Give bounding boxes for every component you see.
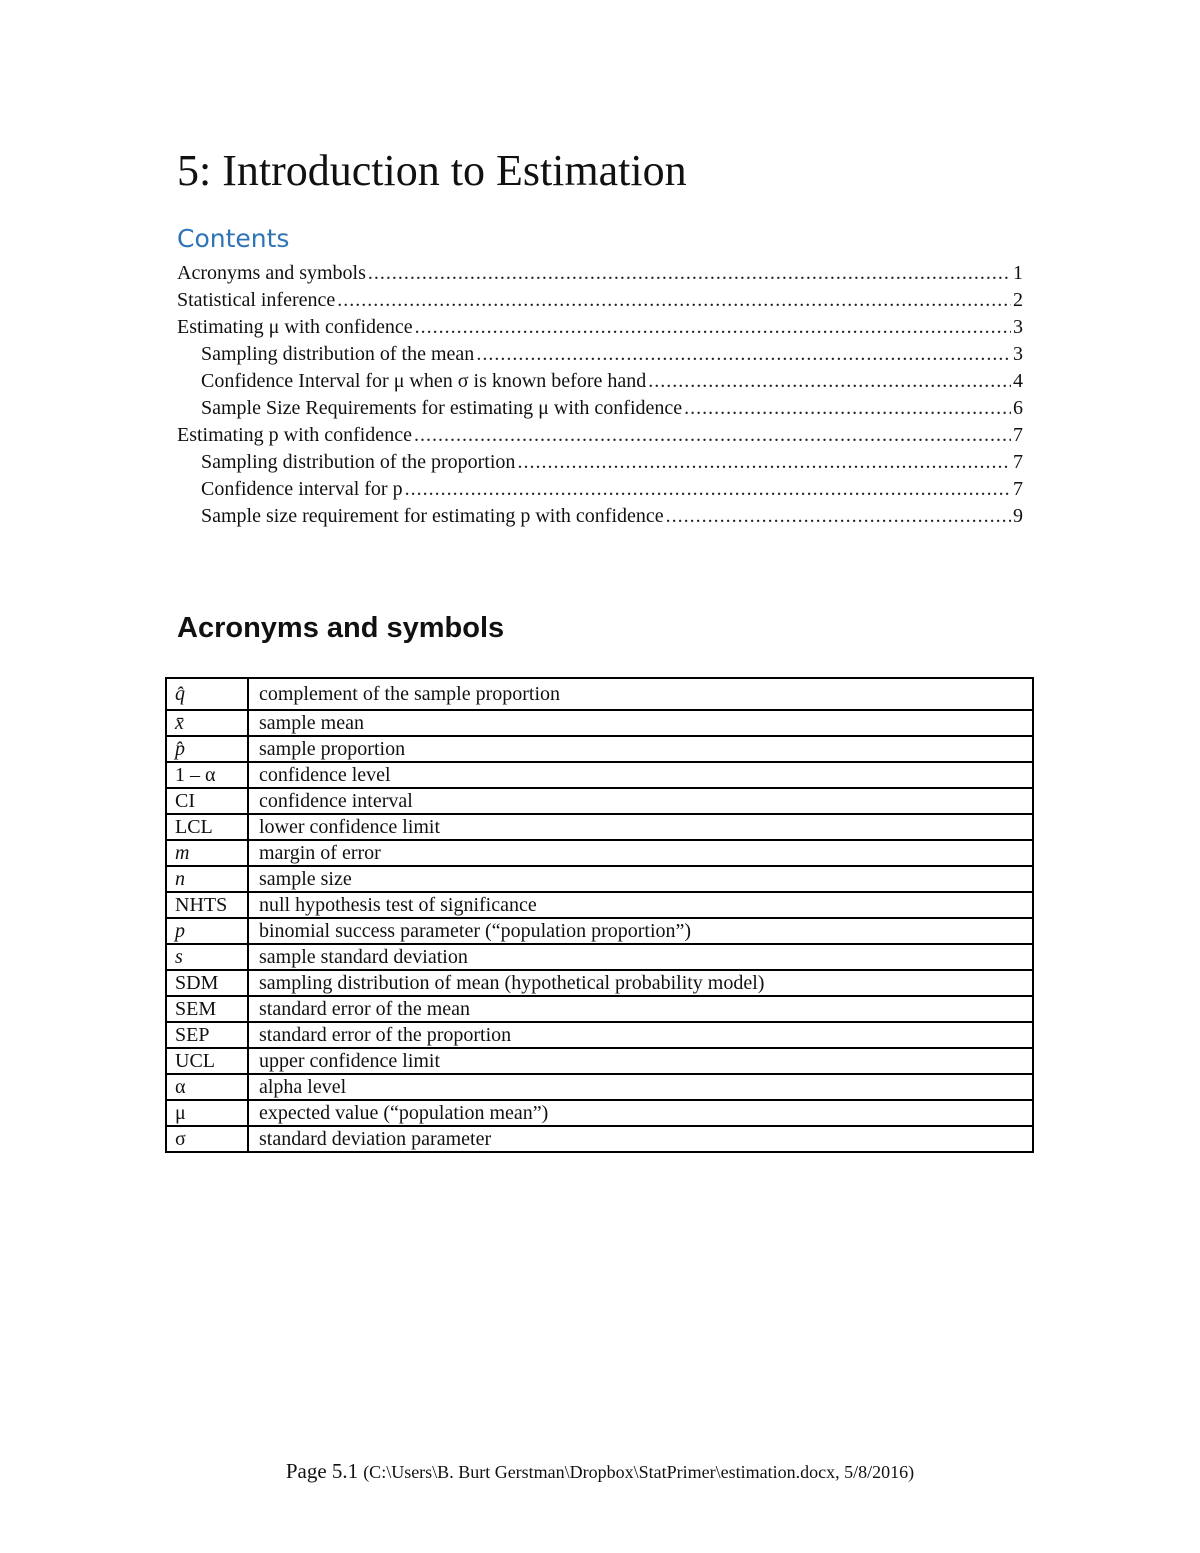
acronym-meaning: confidence interval [248, 788, 1033, 814]
toc-entry[interactable] [177, 260, 1023, 287]
toc-page-number[interactable]: 4 [1013, 370, 1023, 392]
acronym-meaning: upper confidence limit [248, 1048, 1033, 1074]
acronym-meaning: expected value (“population mean”) [248, 1100, 1033, 1126]
acronym-symbol: n [166, 866, 248, 892]
acronym-meaning: binomial success parameter (“population proportion”) [248, 918, 1033, 944]
toc-entry[interactable] [177, 287, 1023, 314]
table-row [166, 710, 1033, 736]
toc-entry-label[interactable]: Sampling distribution of the mean [201, 343, 475, 365]
acronym-symbol: UCL [166, 1048, 248, 1074]
section-heading-acronyms: Acronyms and symbols [177, 612, 505, 644]
toc-dot-leader [648, 368, 1011, 395]
toc-entry-label[interactable]: Confidence interval for p [201, 478, 403, 500]
toc-entry[interactable] [177, 395, 1023, 422]
toc-page-number[interactable]: 1 [1013, 262, 1023, 284]
footer-file-info: (C:\Users\B. Burt Gerstman\Dropbox\StatPrimer\estimation.docx, 5/8/2016) [363, 1462, 915, 1482]
acronym-meaning: complement of the sample proportion [248, 678, 1033, 710]
page-title: 5: Introduction to Estimation [177, 146, 687, 195]
acronym-table [165, 677, 1034, 1153]
toc-dot-leader [405, 476, 1011, 503]
toc-entry-label[interactable]: Sample size requirement for estimating p with confidence [201, 505, 664, 527]
toc-page-number[interactable]: 7 [1013, 424, 1023, 446]
toc-dot-leader [476, 341, 1011, 368]
toc-entry-label[interactable]: Estimating p with confidence [177, 424, 412, 446]
acronym-meaning: sampling distribution of mean (hypothetical probability model) [248, 970, 1033, 996]
acronym-meaning: null hypothesis test of significance [248, 892, 1033, 918]
table-row [166, 866, 1033, 892]
acronym-symbol: LCL [166, 814, 248, 840]
toc-page-number[interactable]: 3 [1013, 343, 1023, 365]
acronym-meaning: confidence level [248, 762, 1033, 788]
acronym-meaning: sample size [248, 866, 1033, 892]
table-row [166, 788, 1033, 814]
acronym-symbol: σ [166, 1126, 248, 1152]
table-row [166, 814, 1033, 840]
acronym-meaning: sample proportion [248, 736, 1033, 762]
table-row [166, 678, 1033, 710]
toc-dot-leader [414, 422, 1011, 449]
toc-entry[interactable] [177, 422, 1023, 449]
acronym-symbol: m [166, 840, 248, 866]
toc-page-number[interactable]: 2 [1013, 289, 1023, 311]
acronym-meaning: standard deviation parameter [248, 1126, 1033, 1152]
acronym-symbol: α [166, 1074, 248, 1100]
toc-page-number[interactable]: 9 [1013, 505, 1023, 527]
table-row [166, 918, 1033, 944]
table-row [166, 762, 1033, 788]
table-row [166, 944, 1033, 970]
acronym-symbol: NHTS [166, 892, 248, 918]
toc-entry[interactable] [177, 341, 1023, 368]
acronym-symbol: SDM [166, 970, 248, 996]
toc-entry-label[interactable]: Acronyms and symbols [177, 262, 366, 284]
toc-page-number[interactable]: 6 [1013, 397, 1023, 419]
table-row [166, 996, 1033, 1022]
toc-entry[interactable] [177, 449, 1023, 476]
table-row [166, 1100, 1033, 1126]
toc-entry-label[interactable]: Confidence Interval for μ when σ is known before hand [201, 370, 647, 392]
table-row [166, 970, 1033, 996]
acronym-symbol: 1 – α [166, 762, 248, 788]
acronym-symbol: CI [166, 788, 248, 814]
acronym-meaning: sample standard deviation [248, 944, 1033, 970]
contents-heading: Contents [177, 224, 290, 253]
acronym-meaning: margin of error [248, 840, 1033, 866]
acronym-symbol: s [166, 944, 248, 970]
table-row [166, 892, 1033, 918]
toc-entry-label[interactable]: Estimating μ with confidence [177, 316, 413, 338]
toc-entry[interactable] [177, 314, 1023, 341]
acronym-symbol: SEP [166, 1022, 248, 1048]
table-row [166, 1126, 1033, 1152]
table-row [166, 1048, 1033, 1074]
acronym-symbol: SEM [166, 996, 248, 1022]
toc-dot-leader [415, 314, 1011, 341]
toc-entry-label[interactable]: Sampling distribution of the proportion [201, 451, 516, 473]
toc-page-number[interactable]: 7 [1013, 478, 1023, 500]
toc-dot-leader [517, 449, 1011, 476]
table-of-contents [177, 260, 1023, 530]
table-row [166, 840, 1033, 866]
toc-page-number[interactable]: 3 [1013, 316, 1023, 338]
toc-entry-label[interactable]: Sample Size Requirements for estimating μ with confidence [201, 397, 683, 419]
footer-page-number: Page 5.1 [285, 1459, 359, 1483]
toc-dot-leader [666, 503, 1011, 530]
table-row [166, 1074, 1033, 1100]
acronym-symbol: x̄ [166, 710, 248, 736]
acronym-meaning: lower confidence limit [248, 814, 1033, 840]
toc-entry[interactable] [177, 476, 1023, 503]
toc-entry[interactable] [177, 368, 1023, 395]
acronym-meaning: sample mean [248, 710, 1033, 736]
toc-entry[interactable] [177, 503, 1023, 530]
acronym-meaning: standard error of the mean [248, 996, 1033, 1022]
acronym-meaning: alpha level [248, 1074, 1033, 1100]
toc-dot-leader [684, 395, 1011, 422]
toc-dot-leader [368, 260, 1011, 287]
toc-dot-leader [337, 287, 1011, 314]
acronym-symbol: p̂ [166, 736, 248, 762]
toc-entry-label[interactable]: Statistical inference [177, 289, 336, 311]
acronym-symbol: p [166, 918, 248, 944]
toc-page-number[interactable]: 7 [1013, 451, 1023, 473]
acronym-symbol: μ [166, 1100, 248, 1126]
acronym-meaning: standard error of the proportion [248, 1022, 1033, 1048]
table-row [166, 736, 1033, 762]
page-footer [0, 1458, 1200, 1485]
table-row [166, 1022, 1033, 1048]
acronym-symbol: q̂ [166, 678, 248, 710]
